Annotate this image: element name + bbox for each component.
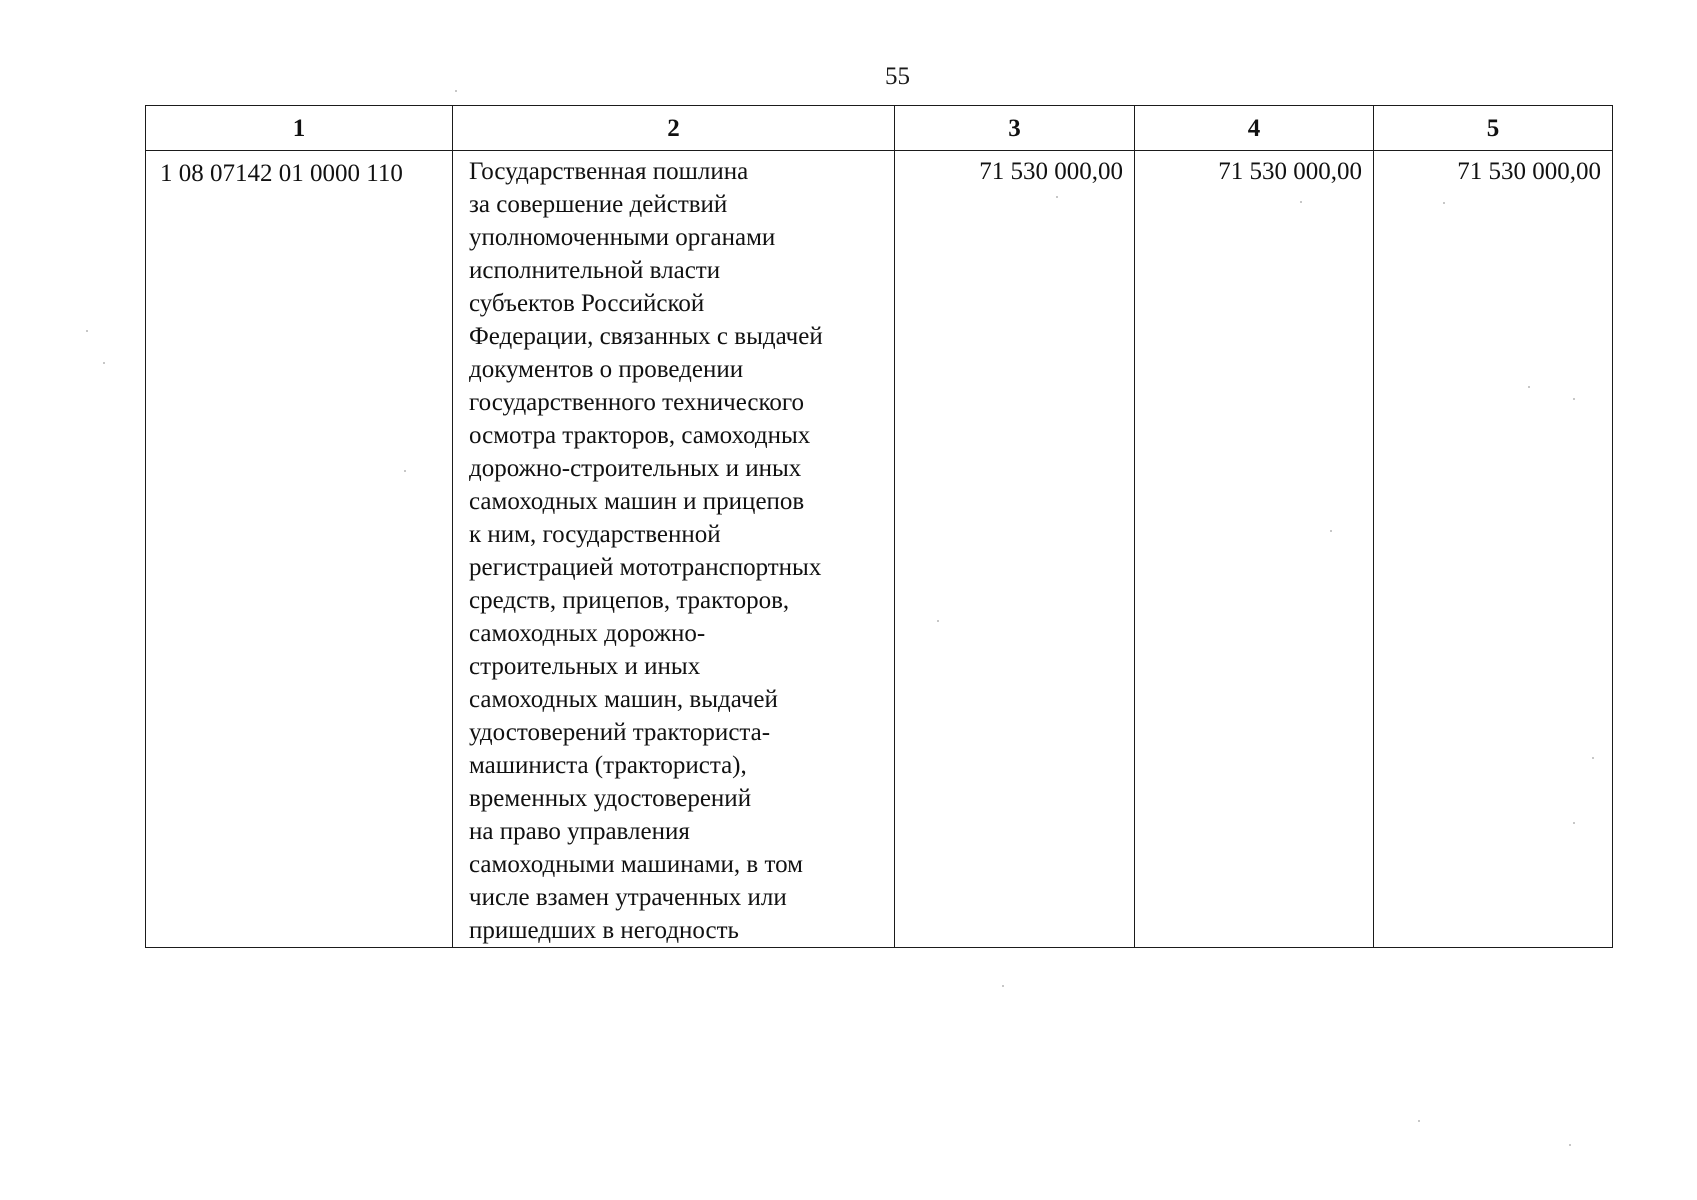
income-name-line: исполнительной власти (469, 257, 721, 284)
income-name-line: самоходных машин, выдачей (469, 686, 778, 713)
income-name-line: дорожно-строительных и иных (469, 455, 802, 482)
income-name-line: на право управления (469, 818, 690, 845)
scan-speck (1056, 196, 1058, 198)
income-name-line: средств, прицепов, тракторов, (469, 587, 790, 614)
scan-speck (1573, 398, 1575, 400)
scan-speck (1300, 201, 1302, 203)
scan-speck (937, 620, 939, 622)
income-name-line: осмотра тракторов, самоходных (469, 422, 811, 449)
income-name-line: субъектов Российской (469, 290, 705, 317)
scan-speck (1443, 202, 1445, 204)
table-header-row (146, 106, 1613, 151)
column-header-1: 1 (146, 106, 453, 151)
income-name-line: самоходными машинами, в том (469, 851, 803, 878)
page-number: 55 (885, 63, 910, 90)
income-name-line: временных удостоверений (469, 785, 752, 812)
column-header-4: 4 (1135, 106, 1374, 151)
column-header-3: 3 (895, 106, 1135, 151)
scan-speck (1528, 386, 1530, 388)
income-name-line: числе взамен утраченных или (469, 884, 787, 911)
amount-cell-col5: 71 530 000,00 (1374, 151, 1613, 948)
income-name-cell (453, 151, 895, 948)
income-name-line: пришедших в негодность (469, 917, 739, 944)
income-name-line: за совершение действий (469, 191, 728, 218)
scan-speck (1002, 985, 1004, 987)
income-name-line: регистрацией мототранспортных (469, 554, 822, 581)
income-name-line: Федерации, связанных с выдачей (469, 323, 823, 350)
income-name-line: документов о проведении (469, 356, 744, 383)
budget-code-cell: 1 08 07142 01 0000 110 (146, 151, 453, 948)
table-row (146, 151, 1613, 948)
scan-speck (1418, 1120, 1420, 1122)
amount-cell-col4: 71 530 000,00 (1135, 151, 1374, 948)
income-name-line: удостоверений тракториста- (469, 719, 771, 746)
income-name-line: к ним, государственной (469, 521, 721, 548)
scan-speck (103, 362, 105, 364)
column-header-5: 5 (1374, 106, 1613, 151)
income-name-line: уполномоченными органами (469, 224, 776, 251)
scan-speck (1573, 822, 1575, 824)
income-name-line: самоходных дорожно- (469, 620, 706, 647)
scan-speck (1330, 530, 1332, 532)
income-name-line: государственного технического (469, 389, 805, 416)
scan-speck (86, 330, 88, 332)
column-header-2: 2 (453, 106, 895, 151)
amount-cell-col3: 71 530 000,00 (895, 151, 1135, 948)
income-name-line: Государственная пошлина (469, 158, 749, 185)
income-name-line: строительных и иных (469, 653, 701, 680)
scan-speck (404, 470, 406, 472)
income-name-line: самоходных машин и прицепов (469, 488, 805, 515)
scan-speck (455, 90, 457, 92)
scan-speck (1592, 757, 1594, 759)
scan-speck (1569, 1144, 1571, 1146)
budget-table (145, 105, 1613, 948)
income-name-line: машиниста (тракториста), (469, 752, 747, 779)
